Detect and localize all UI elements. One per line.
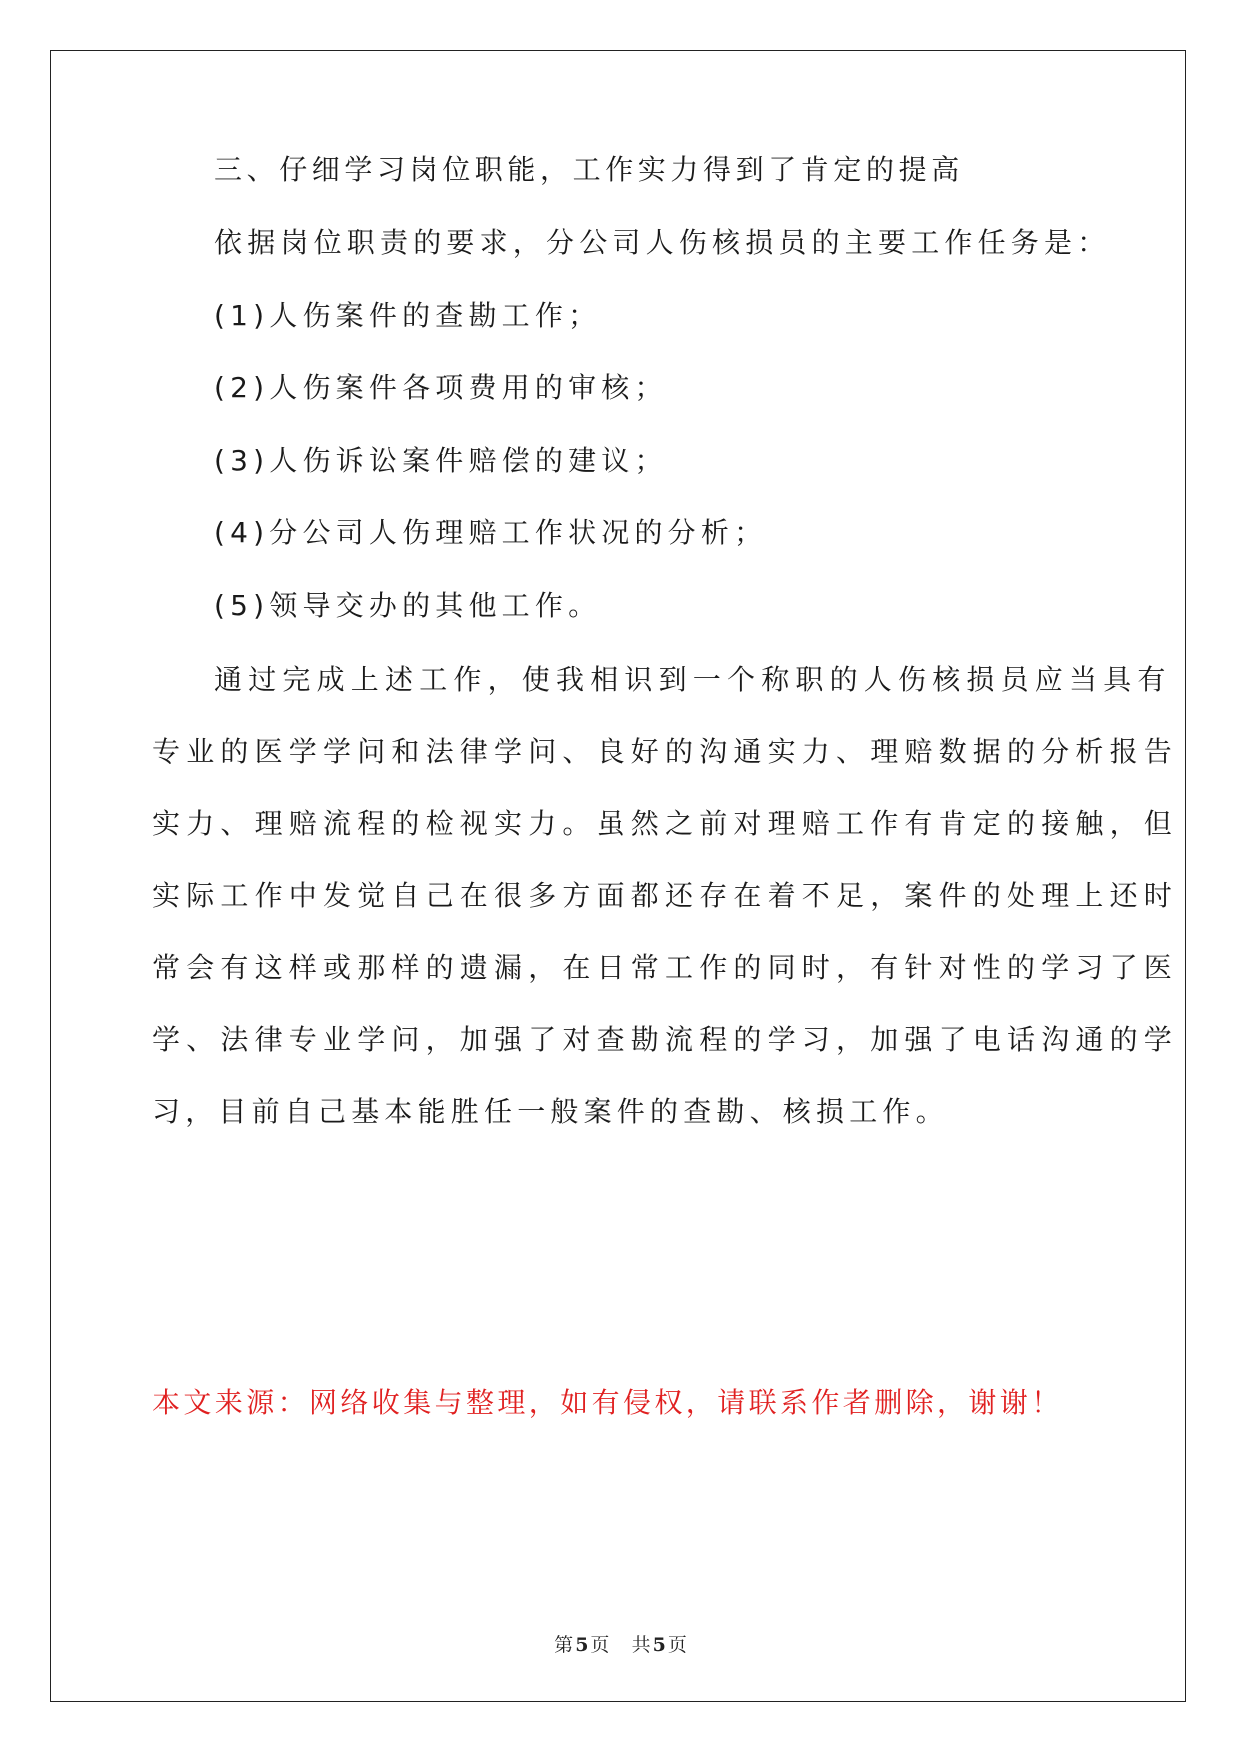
- paragraph-line: 实力、理赔流程的检视实力。虽然之前对理赔工作有肯定的接触，但: [152, 807, 1179, 840]
- footer-total-unit: 页: [667, 1634, 687, 1656]
- task-item: (2)人伤案件各项费用的审核；: [214, 371, 668, 404]
- task-item: (5)领导交办的其他工作。: [214, 589, 602, 622]
- page-footer: [0, 1630, 1241, 1657]
- footer-page-unit: 页: [590, 1634, 610, 1656]
- paragraph-line: 常会有这样或那样的遗漏，在日常工作的同时，有针对性的学习了医: [152, 951, 1179, 984]
- task-item: (3)人伤诉讼案件赔偿的建议；: [214, 444, 668, 477]
- task-item: (4)分公司人伤理赔工作状况的分析；: [214, 516, 768, 549]
- task-item: (1)人伤案件的查勘工作；: [214, 299, 602, 332]
- paragraph-line: 实际工作中发觉自己在很多方面都还存在着不足，案件的处理上还时: [152, 879, 1179, 912]
- paragraph-line: 专业的医学学问和法律学问、良好的沟通实力、理赔数据的分析报告: [152, 735, 1179, 768]
- paragraph-line: 学、法律专业学问，加强了对查勘流程的学习，加强了电话沟通的学: [152, 1023, 1179, 1056]
- paragraph-line: 习，目前自己基本能胜任一般案件的查勘、核损工作。: [152, 1095, 949, 1128]
- footer-total-pages: 5: [652, 1634, 666, 1656]
- section-heading: 三、仔细学习岗位职能，工作实力得到了肯定的提高: [214, 153, 964, 186]
- footer-total-prefix: 共: [631, 1634, 651, 1656]
- footer-current-page: 5: [575, 1634, 589, 1656]
- footer-prefix: 第: [554, 1634, 574, 1656]
- paragraph-line: 通过完成上述工作，使我相识到一个称职的人伤核损员应当具有: [214, 663, 1172, 696]
- intro-line: 依据岗位职责的要求，分公司人伤核损员的主要工作任务是：: [214, 226, 1111, 259]
- source-note: 本文来源：网络收集与整理，如有侵权，请联系作者删除，谢谢！: [152, 1386, 1063, 1419]
